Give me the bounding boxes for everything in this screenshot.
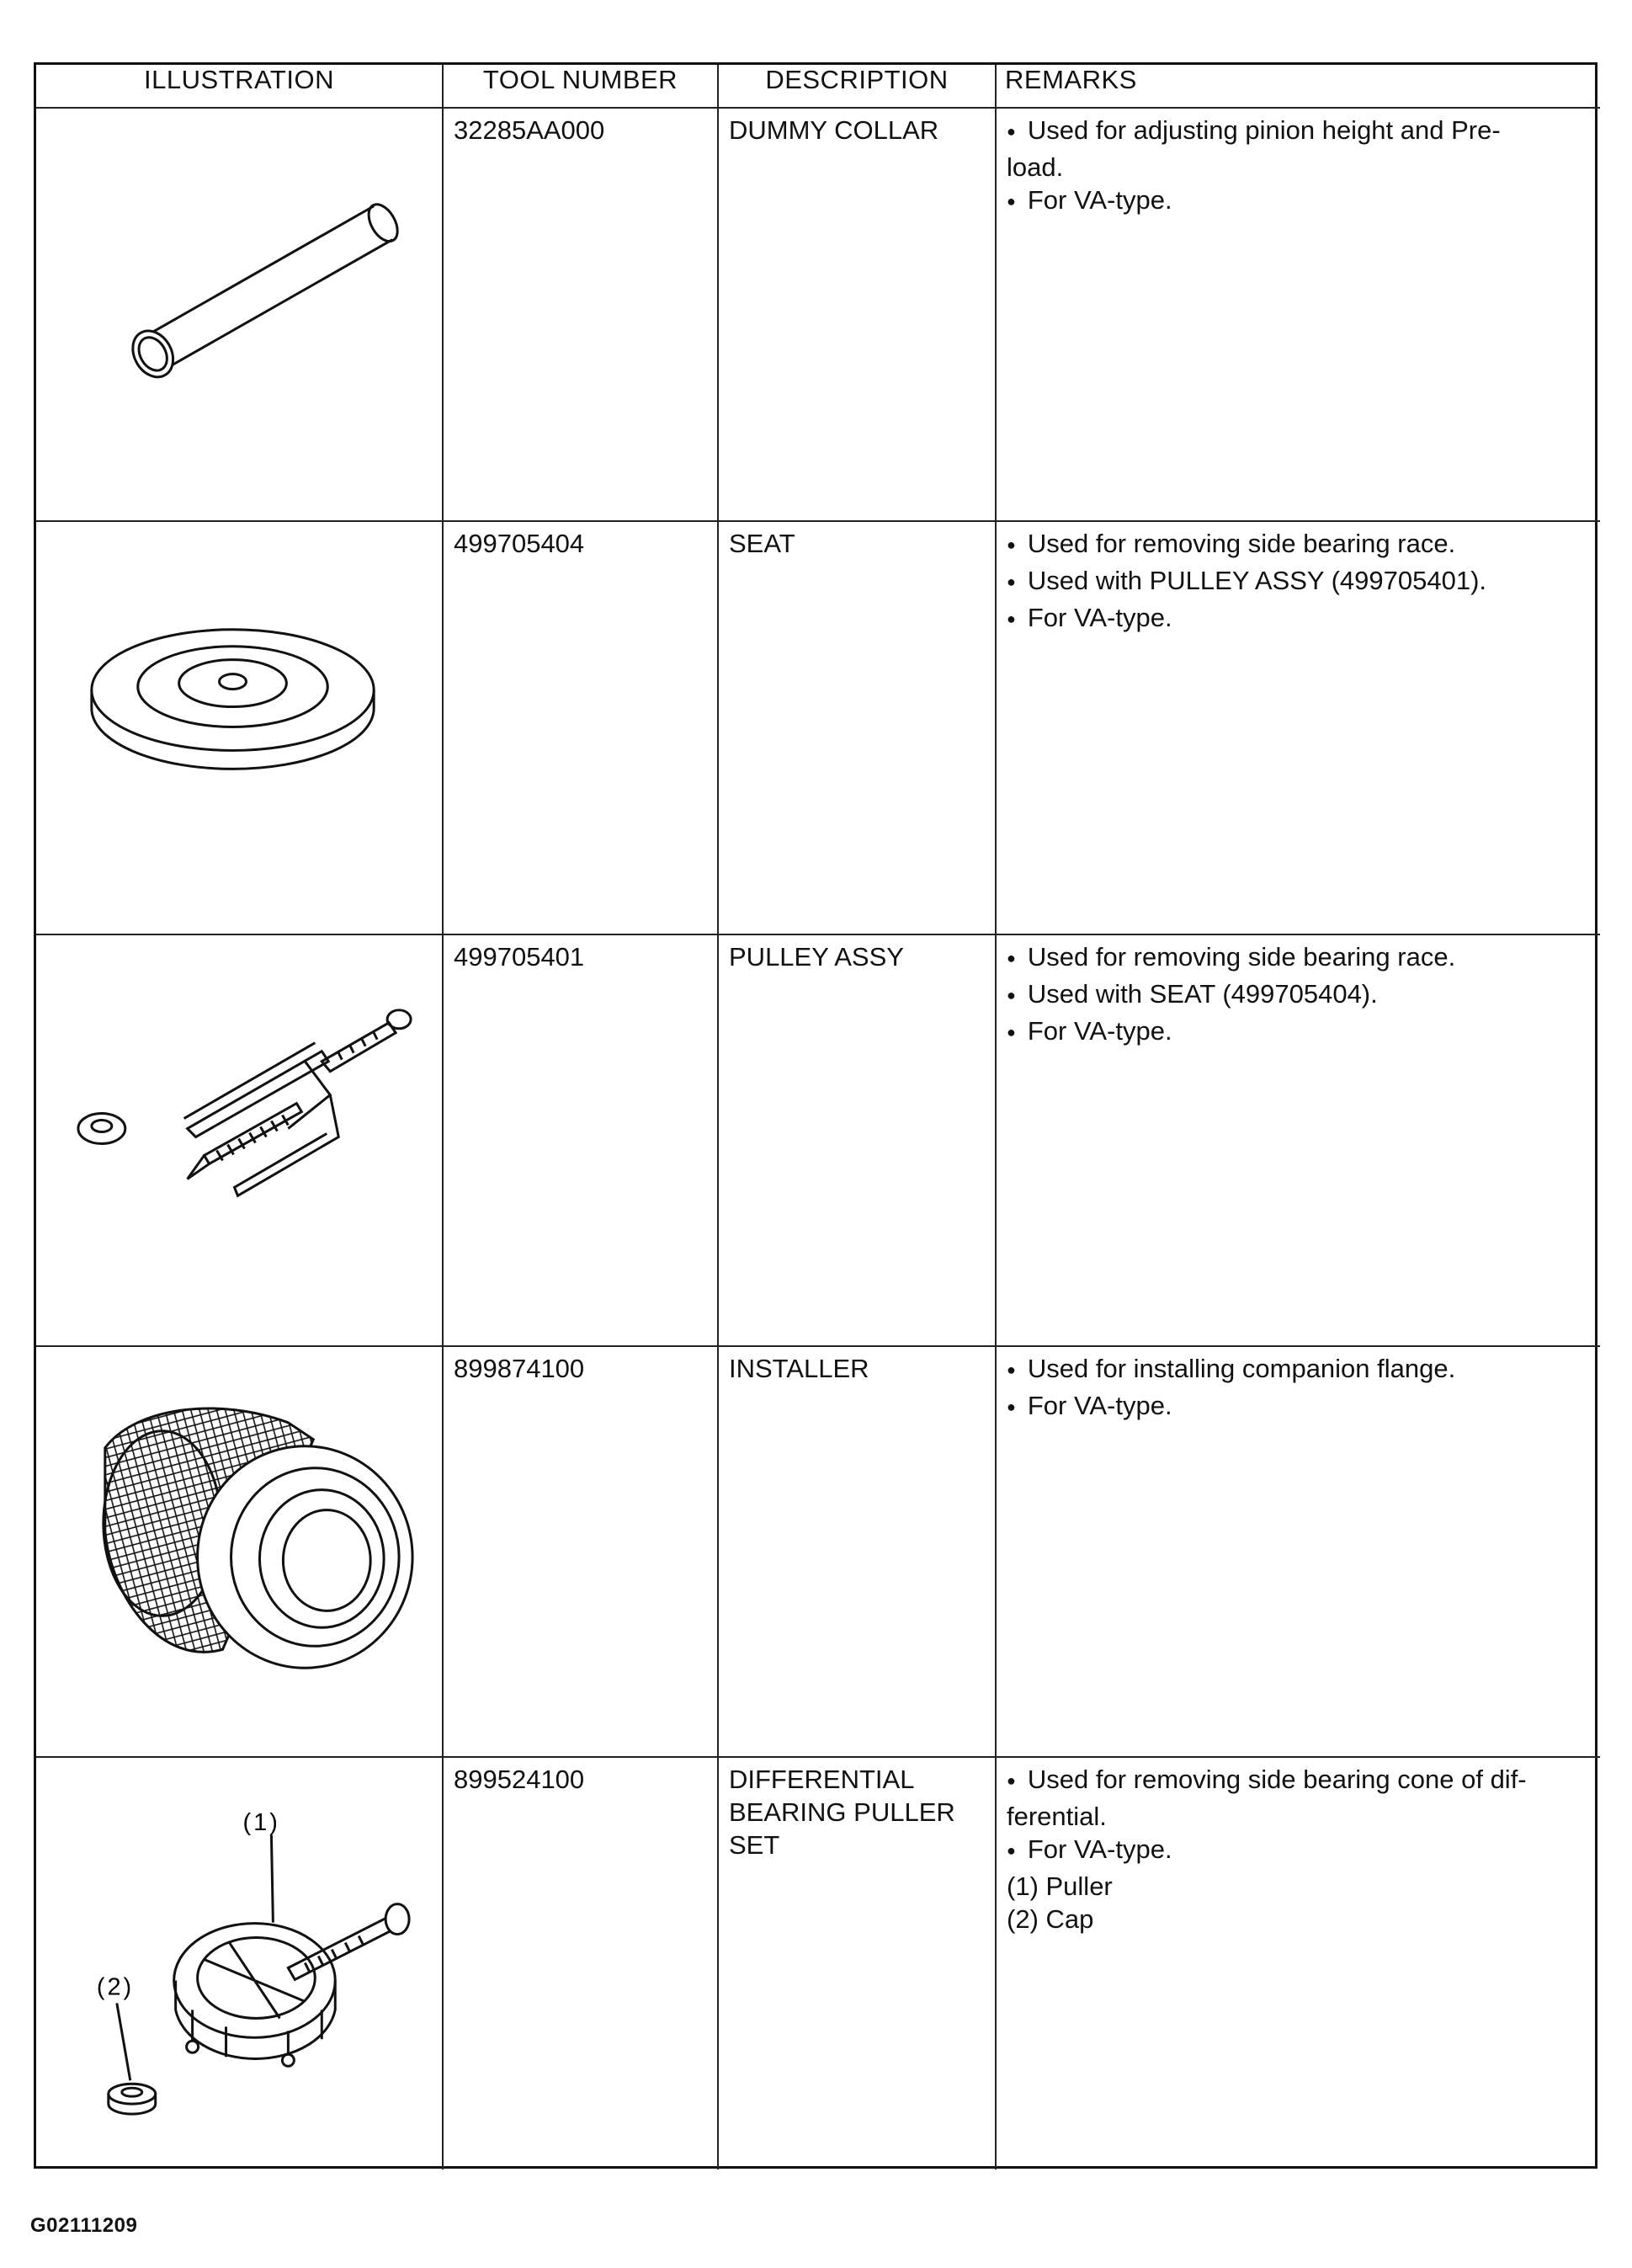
illustration-cell <box>36 1346 443 1757</box>
special-tools-table <box>36 65 1600 2170</box>
header-illustration: ILLUSTRATION <box>36 65 443 108</box>
illustration-cell <box>36 521 443 934</box>
description <box>718 521 996 934</box>
description <box>718 934 996 1346</box>
remark-line: ● For VA-type. <box>1007 1833 1590 1870</box>
illustration-cell <box>36 108 443 521</box>
remark-line: ● For VA-type. <box>1007 1389 1590 1426</box>
header-remarks: REMARKS <box>996 65 1600 108</box>
description-line: DUMMY COLLAR <box>729 115 939 145</box>
description-line: PULLEY ASSY <box>729 941 904 972</box>
header-description: DESCRIPTION <box>718 65 996 108</box>
tool-number: 499705401 <box>443 934 718 1346</box>
puller-assembly-icon <box>36 935 442 1345</box>
bearing-puller-set-icon <box>36 1758 442 2170</box>
callout-1: (1) <box>242 1808 280 1836</box>
description-line: SET <box>729 1829 780 1860</box>
remark-line: ● For VA-type. <box>1007 184 1590 221</box>
remark-line: ● For VA-type. <box>1007 1014 1590 1051</box>
figure-code: G02111209 <box>30 2214 138 2237</box>
table-row <box>36 1346 1600 1757</box>
description <box>718 1346 996 1757</box>
remark-line: (2) Cap <box>1007 1903 1094 1934</box>
header-row <box>36 65 1600 108</box>
remark-line: ● Used for adjusting pinion height and Pre- <box>1007 114 1590 151</box>
remark-line: ● Used with SEAT (499705404). <box>1007 977 1590 1014</box>
remarks <box>996 108 1600 521</box>
remarks <box>996 1757 1600 2170</box>
tool-number: 499705404 <box>443 521 718 934</box>
installer-sleeve-icon <box>36 1347 442 1756</box>
remark-line: load. <box>1007 152 1064 182</box>
description-line: DIFFERENTIAL <box>729 1764 915 1794</box>
remark-line: ● Used for removing side bearing race. <box>1007 527 1590 564</box>
illustration-cell <box>36 1757 443 2170</box>
remark-line: ● Used with PULLEY ASSY (499705401). <box>1007 564 1590 601</box>
remark-line: ● For VA-type. <box>1007 601 1590 638</box>
remarks <box>996 934 1600 1346</box>
table-row <box>36 108 1600 521</box>
table-row <box>36 521 1600 934</box>
remarks <box>996 521 1600 934</box>
remark-line: ● Used for removing side bearing race. <box>1007 940 1590 977</box>
tool-number: 899874100 <box>443 1346 718 1757</box>
description-line: BEARING PULLER <box>729 1797 955 1827</box>
remark-line: ferential. <box>1007 1801 1107 1831</box>
header-tool-number: TOOL NUMBER <box>443 65 718 108</box>
description <box>718 108 996 521</box>
remark-line: (1) Puller <box>1007 1871 1113 1901</box>
special-tools-sheet <box>34 62 1597 2169</box>
tool-number: 32285AA000 <box>443 108 718 521</box>
illustration-cell <box>36 934 443 1346</box>
remarks <box>996 1346 1600 1757</box>
remark-line: ● Used for installing companion flange. <box>1007 1352 1590 1389</box>
tool-number: 899524100 <box>443 1757 718 2170</box>
description-line: SEAT <box>729 528 795 558</box>
remark-line: ● Used for removing side bearing cone of dif- <box>1007 1763 1590 1800</box>
description-line: INSTALLER <box>729 1353 869 1383</box>
dummy-collar-tube-icon <box>36 109 442 520</box>
table-row <box>36 1757 1600 2170</box>
description <box>718 1757 996 2170</box>
callout-2: (2) <box>96 1973 135 2001</box>
table-row <box>36 934 1600 1346</box>
seat-disc-icon <box>36 522 442 934</box>
